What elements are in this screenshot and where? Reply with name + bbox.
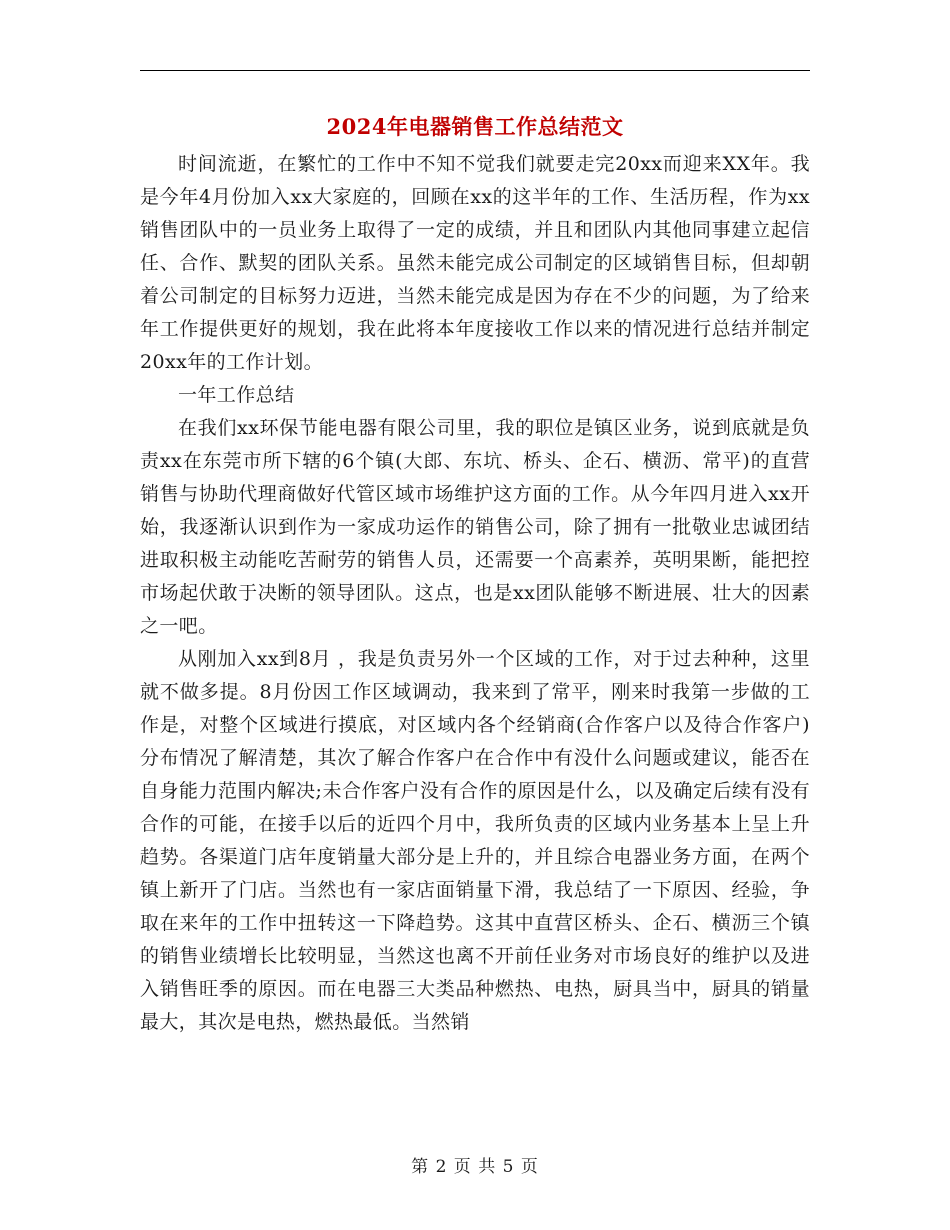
section-heading: 一年工作总结 [178, 384, 295, 406]
paragraph-intro: 时间流逝，在繁忙的工作中不知不觉我们就要走完20xx而迎来XX年。我是今年4月份加入xx大家庭的，回顾在xx的这半年的工作、生活历程，作为xx销售团队中的一员业务上取得了一定的成绩，并且和团队内其他同事建立起信任、合作、默契的团队关系。虽然未能完成公司制定的区域销售目标，但却朝着公司制定的目标努力迈进，当然未能完成是因为存在不少的问题，为了给来年工作提供更好的规划，我在此将本年度接收工作以来的情况进行总结并制定20xx年的工作计划。 [140, 153, 810, 373]
page-number-label: 第 2 页 共 5 页 [411, 1157, 539, 1177]
paragraph-progress: 从刚加入xx到8月 ，我是负责另外一个区域的工作，对于过去种种，这里就不做多提。8月份因工作区域调动，我来到了常平，刚来时我第一步做的工作是，对整个区域进行摸底，对区域内各个经销商(合作客户以及待合作客户)分布情况了解清楚，其次了解合作客户在合作中有没什么问题或建议，能否在自身能力范围内解决;未合作客户没有合作的原因是什么，以及确定后续有没有合作的可能，在接手以后的近四个月中，我所负责的区域内业务基本上呈上升趋势。各渠道门店年度销量大部分是上升的，并且综合电器业务方面，在两个镇上新开了门店。当然也有一家店面销量下滑，我总结了一下原因、经验，争取在来年的工作中扭转这一下降趋势。这其中直营区桥头、企石、横沥三个镇的销售业绩增长比较明显，当然这也离不开前任业务对市场良好的维护以及进入销售旺季的原因。而在电器三大类品种燃热、电热，厨具当中，厨具的销量最大，其次是电热，燃热最低。当然销 [140, 648, 810, 1033]
document-body [140, 148, 810, 1039]
header-rule [140, 70, 810, 71]
page-footer [0, 1152, 950, 1177]
paragraph-position: 在我们xx环保节能电器有限公司里，我的职位是镇区业务，说到底就是负责xx在东莞市所下辖的6个镇(大郎、东坑、桥头、企石、横沥、常平)的直营销售与协助代理商做好代管区域市场维护这方面的工作。从今年四月进入xx开始，我逐渐认识到作为一家成功运作的销售公司，除了拥有一批敬业忠诚团结进取积极主动能吃苦耐劳的销售人员，还需要一个高素养，英明果断，能把控市场起伏敢于决断的领导团队。这点，也是xx团队能够不断进展、壮大的因素之一吧。 [140, 417, 810, 637]
document-title: 2024年电器销售工作总结范文 [326, 114, 624, 139]
